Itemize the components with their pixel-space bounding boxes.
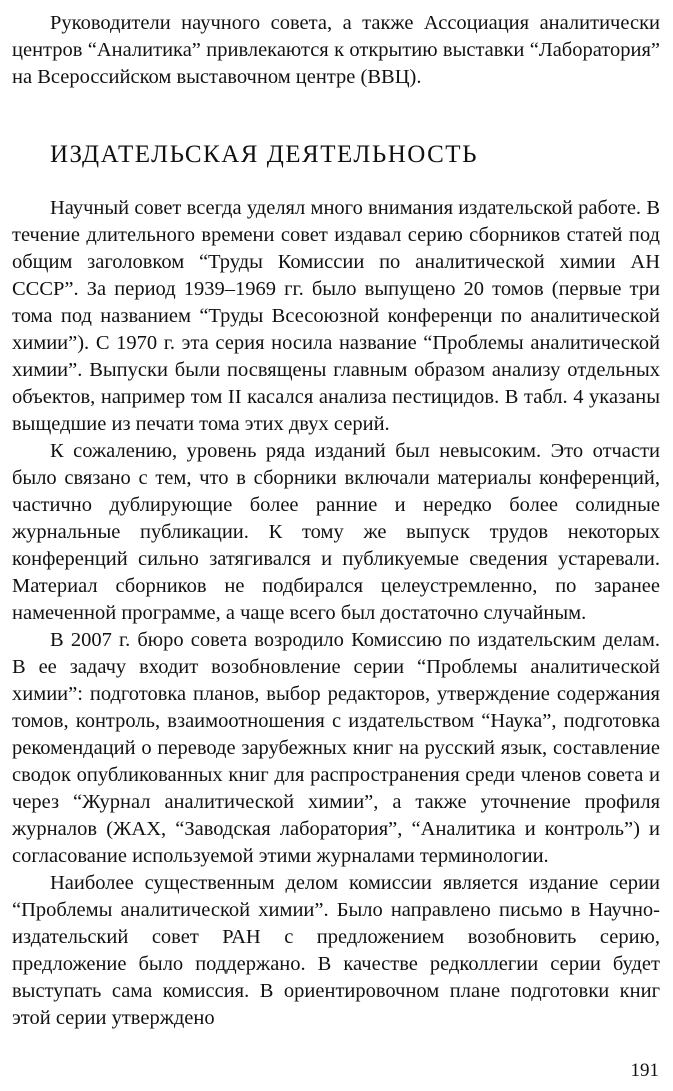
page-content (12, 10, 660, 1032)
section-heading: ИЗДАТЕЛЬСКАЯ ДЕЯТЕЛЬНОСТЬ (50, 141, 478, 168)
page-number: 191 (630, 1060, 659, 1081)
body-paragraph-2: К сожалению, уровень ряда изданий был невысоким. Это отчасти было связано с тем, что в сборники включали материалы конференций, частично дублирующие более ранние и нередко более солидные журнальные публикации. К тому же выпуск трудов некоторых конференций сильно затягивался и публикуемые сведения устаревали. Материал сборников не подбирался целеустремленно, по заранее намеченной программе, а чаще всего был достаточно случайным. (12, 440, 660, 624)
body-paragraph-1: Научный совет всегда уделял много внимания издательской работе. В течение длительного времени совет издавал серию сборников статей под общим заголовком “Труды Комиссии по аналитической химии АН СССР”. За период 1939–1969 гг. было выпущено 20 томов (первые три тома под названием “Труды Всесоюзной конференци по аналитической химии”). С 1970 г. эта серия носила название “Проблемы аналитической химии”. Выпуски были посвящены главным образом анализу отдельных объектов, например том II касался анализа пестицидов. В табл. 4 указаны выщедшие из печати тома этих двух серий. (12, 197, 660, 435)
intro-paragraph: Руководители научного совета, а также Ассоциация аналитически центров “Аналитика” привлекаются к открытию выставки “Лаборатория” на Всероссийском выставочном центре (ВВЦ). (12, 12, 660, 88)
body-paragraph-4: Наиболее существенным делом комиссии является издание серии “Проблемы аналитической химии”. Было направлено письмо в Научно-издательский совет РАН с предложением возобновить серию, предложение было поддержано. В качестве редколлегии серии будет выступать сама комиссия. В ориентировочном плане подготовки книг этой серии утверждено (12, 872, 660, 1029)
body-paragraph-3: В 2007 г. бюро совета возродило Комиссию по издательским делам. В ее задачу входит возобновление серии “Проблемы аналитической химии”: подготовка планов, выбор редакторов, утверждение содержания томов, контроль, взаимоотношения с издательством “Наука”, подготовка рекомендаций о переводе зарубежных книг на русский язык, составление сводок опубликованных книг для распространения среди членов совета и через “Журнал аналитической химии”, а также уточнение профиля журналов (ЖАХ, “Заводская лаборатория”, “Аналитика и контроль”) и согласование используемой этими журналами терминологии. (12, 629, 660, 867)
